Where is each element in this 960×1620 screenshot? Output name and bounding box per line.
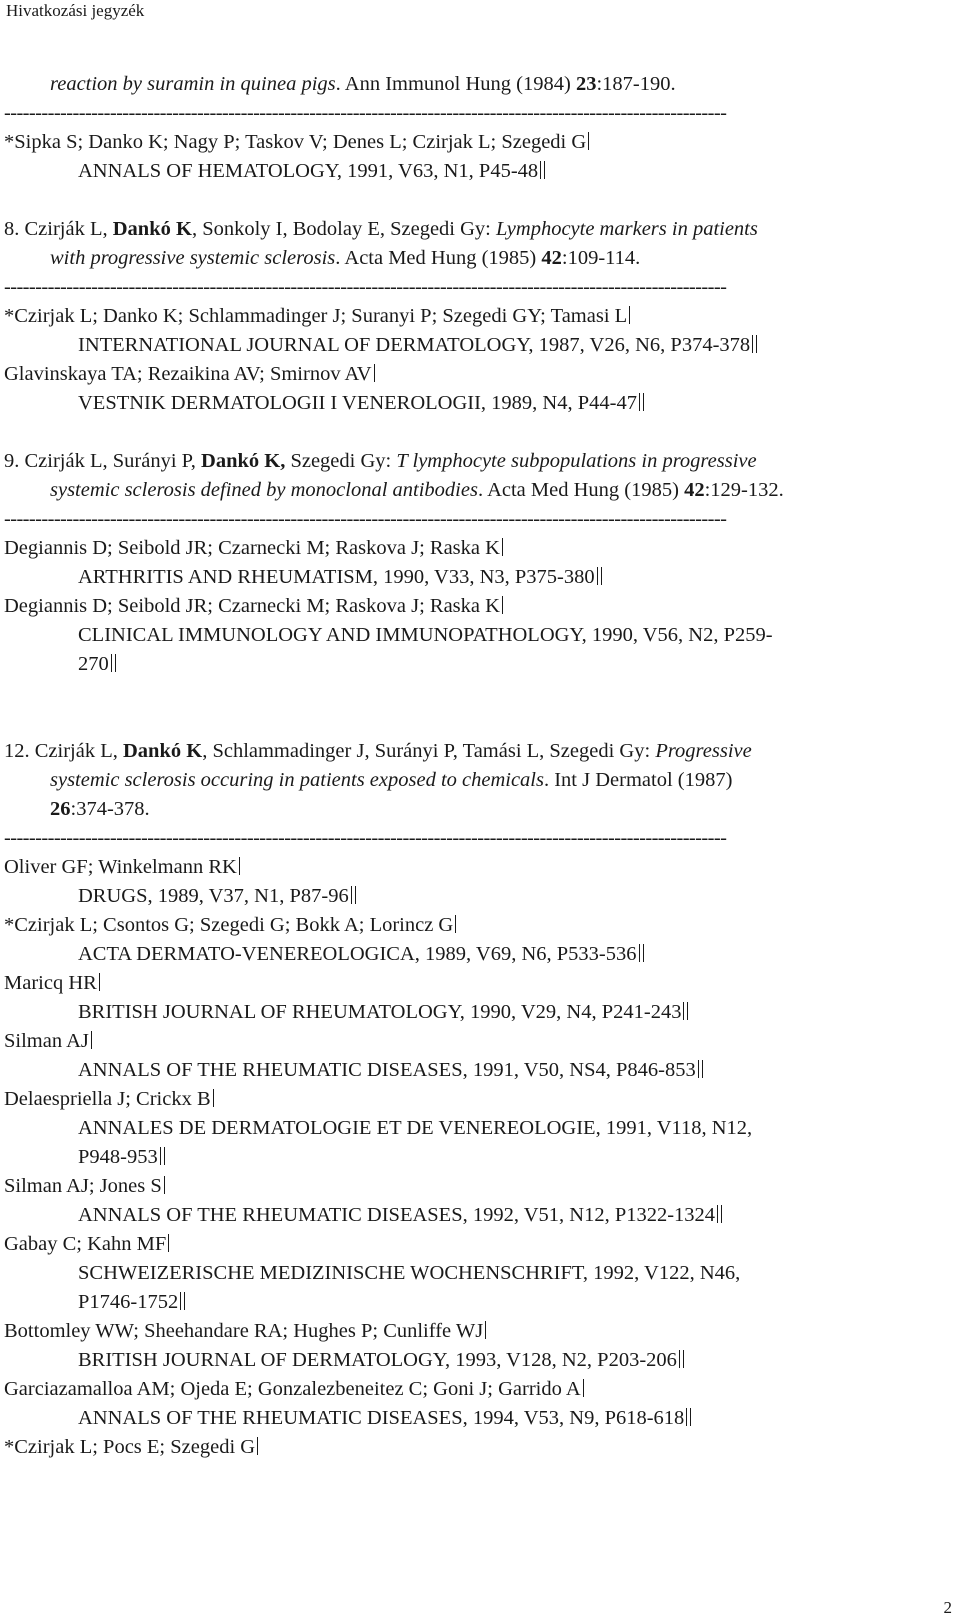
citing-authors: *Czirjak L; Pocs E; Szegedi G	[4, 1433, 950, 1462]
citing-authors: Gabay C; Kahn MF	[4, 1230, 950, 1259]
citing-journal: SCHWEIZERISCHE MEDIZINISCHE WOCHENSCHRIFT, 1992, V122, N46,	[78, 1262, 741, 1284]
citing-journal: ARTHRITIS AND RHEUMATISM, 1990, V33, N3, P375-380	[4, 563, 950, 592]
citing-authors: Garciazamalloa AM; Ojeda E; Gonzalezbeneitez C; Goni J; Garrido A	[4, 1375, 950, 1404]
citing-journal: CLINICAL IMMUNOLOGY AND IMMUNOPATHOLOGY, 1990, V56, N2, P259-	[78, 624, 773, 646]
citing-journal: ANNALES DE DERMATOLOGIE ET DE VENEREOLOGIE, 1991, V118, N12,	[78, 1117, 753, 1139]
citing-authors: Maricq HR	[4, 969, 950, 998]
entry-12-line-2: systemic sclerosis occuring in patients exposed to chemicals. Int J Dermatol (1987)	[50, 769, 733, 791]
citing-journal: ANNALS OF THE RHEUMATIC DISEASES, 1992, V51, N12, P1322-1324	[4, 1201, 950, 1230]
citing-authors: Oliver GF; Winkelmann RK	[4, 853, 950, 882]
entry-continuation: reaction by suramin in quinea pigs. Ann Immunol Hung (1984) 23:187-190.	[50, 73, 676, 95]
citing-journal: DRUGS, 1989, V37, N1, P87-96	[4, 882, 950, 911]
citing-journal: ANNALS OF THE RHEUMATIC DISEASES, 1994, V53, N9, P618-618	[4, 1404, 950, 1433]
citing-authors: Bottomley WW; Sheehandare RA; Hughes P; Cunliffe WJ	[4, 1317, 950, 1346]
citing-journal-continued: P1746-1752	[4, 1288, 950, 1317]
citing-journal: ACTA DERMATO-VENEREOLOGICA, 1989, V69, N6, P533-536	[4, 940, 950, 969]
citing-authors: Silman AJ	[4, 1027, 950, 1056]
separator-line: --------------------------------------------------------------------------------------------------------------------	[4, 508, 727, 530]
citing-journal: INTERNATIONAL JOURNAL OF DERMATOLOGY, 1987, V26, N6, P374-378	[4, 331, 950, 360]
citing-authors: *Czirjak L; Csontos G; Szegedi G; Bokk A; Lorincz G	[4, 911, 950, 940]
citing-authors: Delaespriella J; Crickx B	[4, 1085, 950, 1114]
citing-authors: *Czirjak L; Danko K; Schlammadinger J; Suranyi P; Szegedi GY; Tamasi L	[4, 302, 950, 331]
reference-list	[4, 70, 950, 1462]
separator-line: --------------------------------------------------------------------------------------------------------------------	[4, 102, 727, 124]
citing-journal: VESTNIK DERMATOLOGII I VENEROLOGII, 1989, N4, P44-47	[4, 389, 950, 418]
citing-authors: Silman AJ; Jones S	[4, 1172, 950, 1201]
citing-authors: Glavinskaya TA; Rezaikina AV; Smirnov AV	[4, 360, 950, 389]
separator-line: --------------------------------------------------------------------------------------------------------------------	[4, 827, 727, 849]
entry-12-line-3: 26:374-378.	[50, 798, 150, 820]
citing-authors: Degiannis D; Seibold JR; Czarnecki M; Raskova J; Raska K	[4, 534, 950, 563]
entry-9-line-1: 9. Czirják L, Surányi P, Dankó K, Szegedi Gy: T lymphocyte subpopulations in progressive	[4, 450, 757, 472]
page-header-title: Hivatkozási jegyzék	[6, 1, 145, 20]
citing-journal: ANNALS OF THE RHEUMATIC DISEASES, 1991, V50, NS4, P846-853	[4, 1056, 950, 1085]
entry-8-line-1: 8. Czirják L, Dankó K, Sonkoly I, Bodolay E, Szegedi Gy: Lymphocyte markers in patients	[4, 218, 758, 240]
citing-journal: BRITISH JOURNAL OF RHEUMATOLOGY, 1990, V29, N4, P241-243	[4, 998, 950, 1027]
entry-12-line-1: 12. Czirják L, Dankó K, Schlammadinger J, Surányi P, Tamási L, Szegedi Gy: Progressive	[4, 740, 752, 762]
citing-journal-continued: 270	[4, 650, 950, 679]
entry-9-line-2: systemic sclerosis defined by monoclonal antibodies. Acta Med Hung (1985) 42:129-132.	[50, 479, 784, 501]
page-number: 2	[943, 1598, 952, 1617]
citing-journal: ANNALS OF HEMATOLOGY, 1991, V63, N1, P45-48	[4, 157, 950, 186]
citing-authors: Degiannis D; Seibold JR; Czarnecki M; Raskova J; Raska K	[4, 592, 950, 621]
citing-journal: BRITISH JOURNAL OF DERMATOLOGY, 1993, V128, N2, P203-206	[4, 1346, 950, 1375]
separator-line: --------------------------------------------------------------------------------------------------------------------	[4, 276, 727, 298]
citing-journal-continued: P948-953	[4, 1143, 950, 1172]
entry-8-line-2: with progressive systemic sclerosis. Acta Med Hung (1985) 42:109-114.	[50, 247, 641, 269]
citing-authors: *Sipka S; Danko K; Nagy P; Taskov V; Denes L; Czirjak L; Szegedi G	[4, 128, 950, 157]
